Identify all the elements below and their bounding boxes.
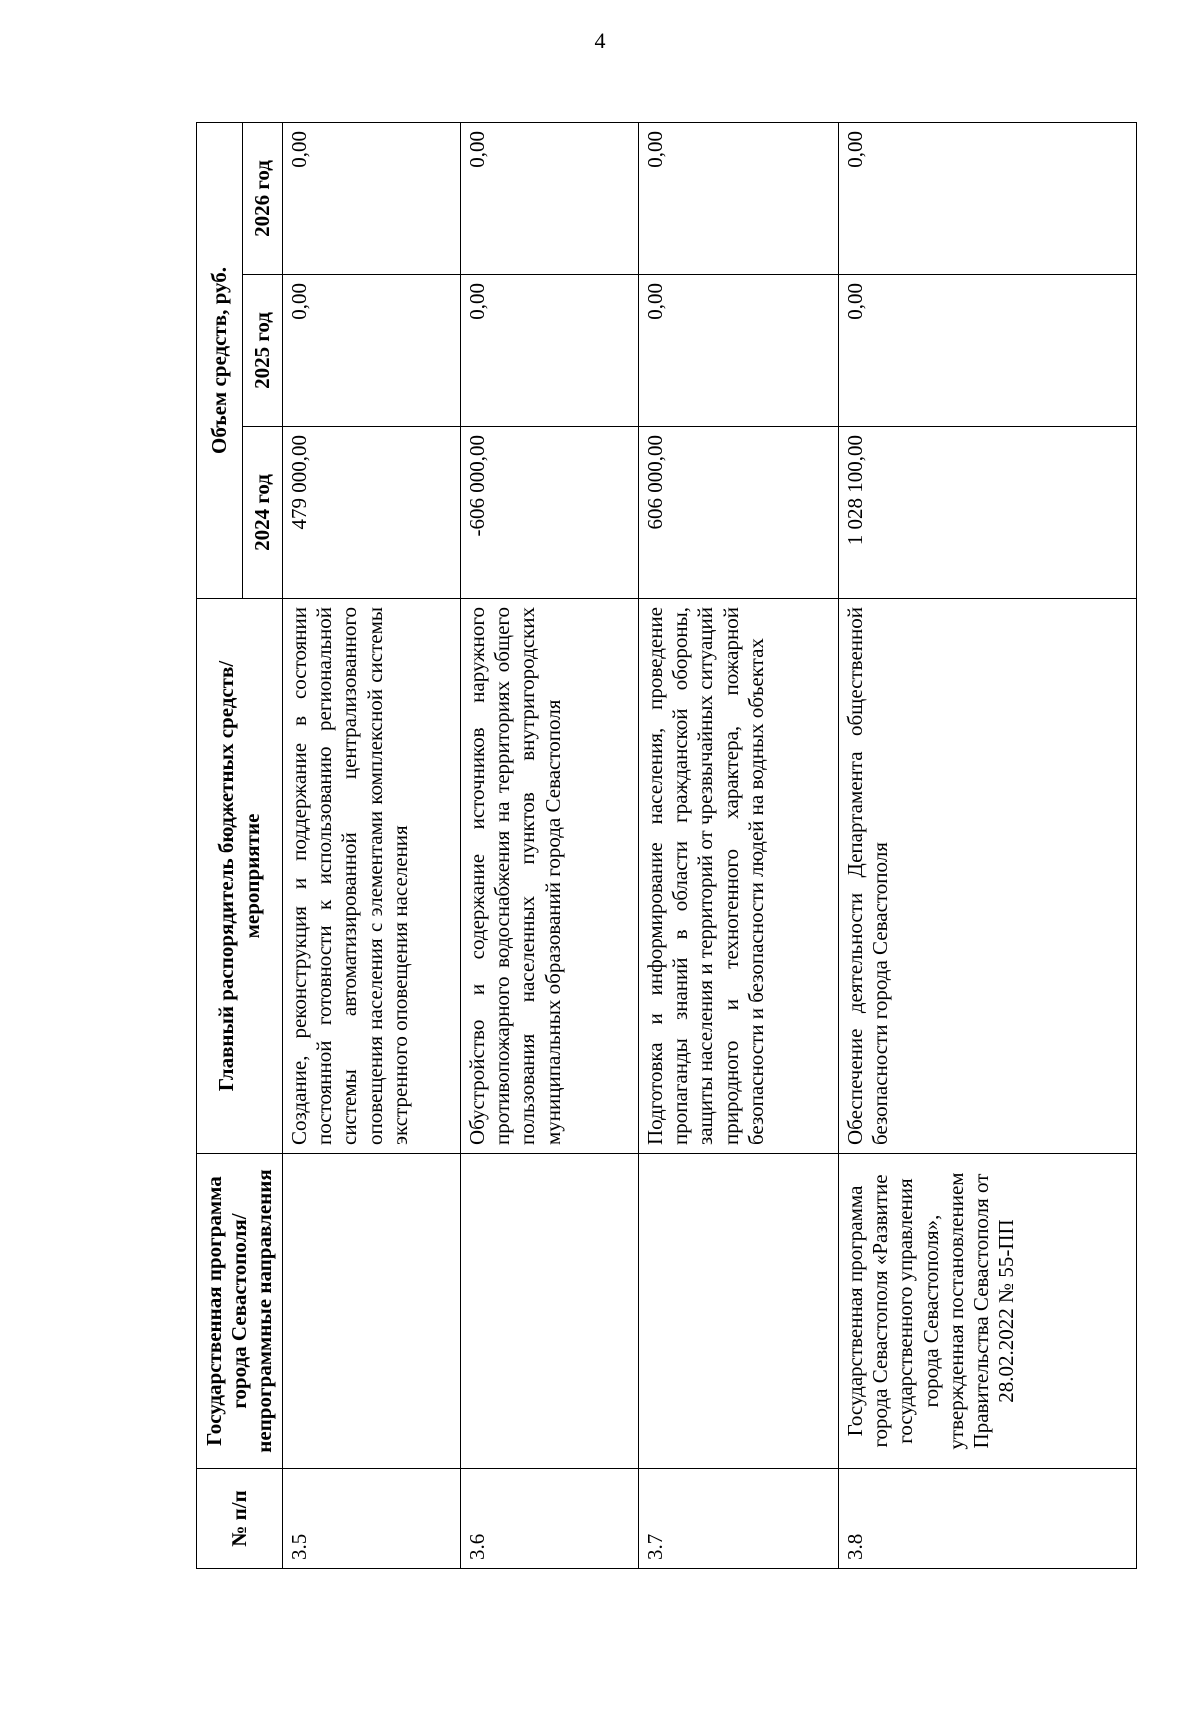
budget-table (196, 122, 1137, 1569)
row-2024: 606 000,00 (639, 427, 839, 599)
header-program: Государственная программа города Севастополя/ непрограммные направления (197, 1154, 283, 1469)
row-2026: 0,00 (283, 123, 461, 275)
row-2024: -606 000,00 (461, 427, 639, 599)
table-header-row (197, 123, 243, 1569)
row-2026: 0,00 (839, 123, 1137, 275)
row-2026: 0,00 (639, 123, 839, 275)
row-event: Обеспечение деятельности Департамента общественной безопасности города Севастополя (839, 599, 1137, 1154)
row-2025: 0,00 (283, 275, 461, 427)
table-row (639, 123, 839, 1569)
row-program (461, 1154, 639, 1469)
table-row (839, 123, 1137, 1569)
row-num: 3.7 (639, 1469, 839, 1569)
row-num: 3.8 (839, 1469, 1137, 1569)
table-row (461, 123, 639, 1569)
row-num: 3.5 (283, 1469, 461, 1569)
row-2025: 0,00 (639, 275, 839, 427)
header-year-2024: 2024 год (243, 427, 283, 599)
row-program (283, 1154, 461, 1469)
header-distributor: Главный распорядитель бюджетных средств/мероприятие (197, 599, 283, 1154)
header-year-2025: 2025 год (243, 275, 283, 427)
header-funds: Объем средств, руб. (197, 123, 243, 599)
row-2024: 479 000,00 (283, 427, 461, 599)
row-2025: 0,00 (839, 275, 1137, 427)
row-event: Создание, реконструкция и поддержание в состоянии постоянной готовности к использованию региональной системы автоматизированной централизованного оповещения населения с элементами комплексной системы экстренного оповещения населения (283, 599, 461, 1154)
row-event: Обустройство и содержание источников наружного противопожарного водоснабжения на территориях общего пользования населенных пунктов внутригородских муниципальных образований города Севастополя (461, 599, 639, 1154)
row-program: Государственная программа города Севастополя «Развитие государственного управления города Севастополя», утвержденная постановлением Правительства Севастополя от 28.02.2022 № 55-ПП (839, 1154, 1137, 1469)
row-2026: 0,00 (461, 123, 639, 275)
row-event: Подготовка и информирование населения, проведение пропаганды знаний в области гражданской обороны, защиты населения и территорий от чрезвычайных ситуаций природного и техногенного характера, пожарной безопасности и безопасности людей на водных объектах (639, 599, 839, 1154)
page-number: 4 (594, 28, 606, 53)
header-num: № п/п (197, 1469, 283, 1569)
row-2025: 0,00 (461, 275, 639, 427)
row-2024: 1 028 100,00 (839, 427, 1137, 599)
row-program (639, 1154, 839, 1469)
budget-table-rotated (196, 123, 1136, 1569)
header-year-2026: 2026 год (243, 123, 283, 275)
row-num: 3.6 (461, 1469, 639, 1569)
table-row (283, 123, 461, 1569)
